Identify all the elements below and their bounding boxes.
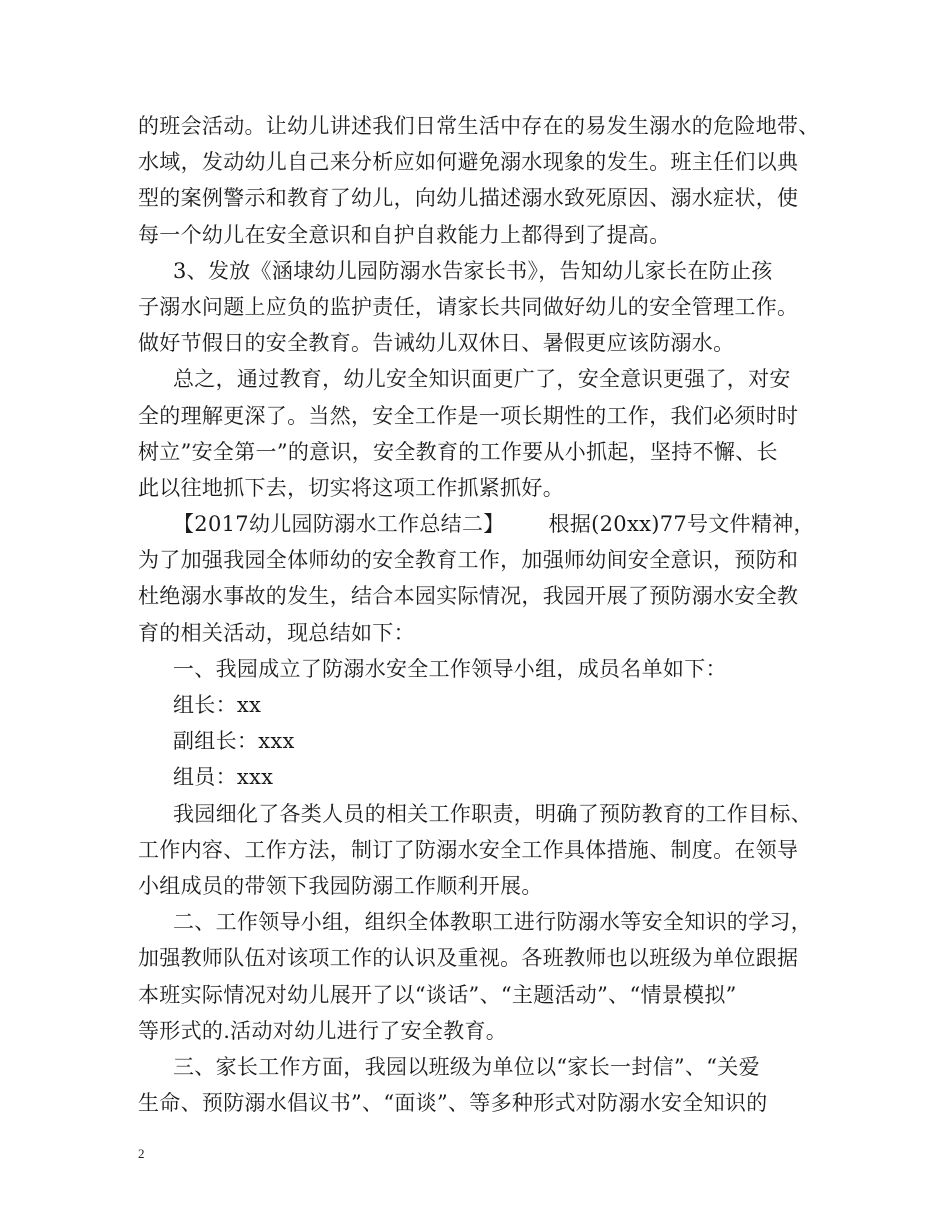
text-line [138, 506, 828, 542]
line-text: 等形式的.活动对幼儿进行了安全教育。 [138, 1018, 508, 1043]
line-text: 二、工作领导小组，组织全体教职工进行防溺水等安全知识的学习， [173, 910, 812, 935]
text-line [138, 796, 828, 832]
line-text: 组长：xx [173, 693, 262, 717]
text-line [138, 904, 828, 940]
line-text: 育的相关活动，现总结如下： [138, 620, 415, 645]
text-line [138, 108, 828, 144]
text-line [138, 687, 828, 723]
line-text: 生命、预防溺水倡议书”、“面谈”、等多种形式对防溺水安全知识的 [138, 1091, 768, 1116]
line-text: 组员：xxx [173, 765, 274, 790]
document-body [138, 108, 828, 1121]
text-line [138, 723, 828, 759]
line-text: 全的理解更深了。当然，安全工作是一项长期性的工作，我们必须时时 [138, 403, 799, 428]
text-line [138, 180, 828, 216]
line-text: 的班会活动。让幼儿讲述我们日常生活中存在的易发生溺水的危险地带、 [138, 114, 820, 138]
line-text: 我园细化了各类人员的相关工作职责，明确了预防教育的工作目标、 [173, 801, 812, 826]
text-line [138, 144, 828, 180]
line-text: 树立”安全第一”的意识，安全教育的工作要从小抓起，坚持不懈、长 [138, 439, 778, 464]
text-line [138, 470, 828, 506]
page-number: 2 [138, 1146, 145, 1161]
text-line [138, 977, 828, 1013]
line-text: 本班实际情况对幼儿展开了以“谈话”、“主题活动”、“情景模拟” [138, 982, 737, 1007]
line-text: 工作内容、工作方法，制订了防溺水安全工作具体措施、制度。在领导 [138, 837, 799, 862]
text-line [138, 832, 828, 868]
line-text: 做好节假日的安全教育。告诫幼儿双休日、暑假更应该防溺水。 [138, 331, 735, 356]
text-line [138, 289, 828, 325]
text-line [138, 1049, 828, 1085]
line-text: 副组长：xxx [173, 729, 295, 754]
text-line [138, 398, 828, 434]
text-line [138, 651, 828, 687]
text-line [138, 542, 828, 578]
line-text: 总之，通过教育，幼儿安全知识面更广了，安全意识更强了，对安 [173, 367, 791, 392]
text-line [138, 1085, 828, 1121]
line-text: 子溺水问题上应负的监护责任，请家长共同做好幼儿的安全管理工作。 [138, 294, 799, 319]
text-line [138, 361, 828, 397]
text-line [138, 615, 828, 651]
line-text: 每一个幼儿在安全意识和自护自救能力上都得到了提高。 [138, 222, 671, 247]
line-text: 三、家长工作方面，我园以班级为单位以“家长一封信”、“关爱 [173, 1054, 760, 1079]
line-text-continued: 根据(20xx)77号文件精神， [548, 512, 815, 537]
text-line [138, 759, 828, 795]
text-line [138, 868, 828, 904]
line-text: 此以往地抓下去，切实将这项工作抓紧抓好。 [138, 475, 564, 500]
line-text: 为了加强我园全体师幼的安全教育工作，加强师幼间安全意识，预防和 [138, 548, 799, 573]
text-line [138, 940, 828, 976]
line-text: 加强教师队伍对该项工作的认识及重视。各班教师也以班级为单位跟据 [138, 946, 799, 971]
line-text: 型的案例警示和教育了幼儿，向幼儿描述溺水致死原因、溺水症状，使 [138, 186, 799, 211]
text-line [138, 325, 828, 361]
line-text: 【2017幼儿园防溺水工作总结二】 [173, 512, 505, 537]
line-text: 一、我园成立了防溺水安全工作领导小组，成员名单如下： [173, 656, 727, 681]
text-line [138, 1013, 828, 1049]
line-text: 小组成员的带领下我园防溺工作顺利开展。 [138, 873, 543, 898]
line-text: 杜绝溺水事故的发生，结合本园实际情况，我园开展了预防溺水安全教 [138, 584, 799, 609]
text-line [138, 434, 828, 470]
line-text: 水域，发动幼儿自己来分析应如何避免溺水现象的发生。班主任们以典 [138, 150, 799, 175]
text-line [138, 217, 828, 253]
text-line [138, 578, 828, 614]
text-line [138, 253, 828, 289]
line-text: 3、发放《涵埭幼儿园防溺水告家长书》，告知幼儿家长在防止孩 [173, 258, 773, 283]
